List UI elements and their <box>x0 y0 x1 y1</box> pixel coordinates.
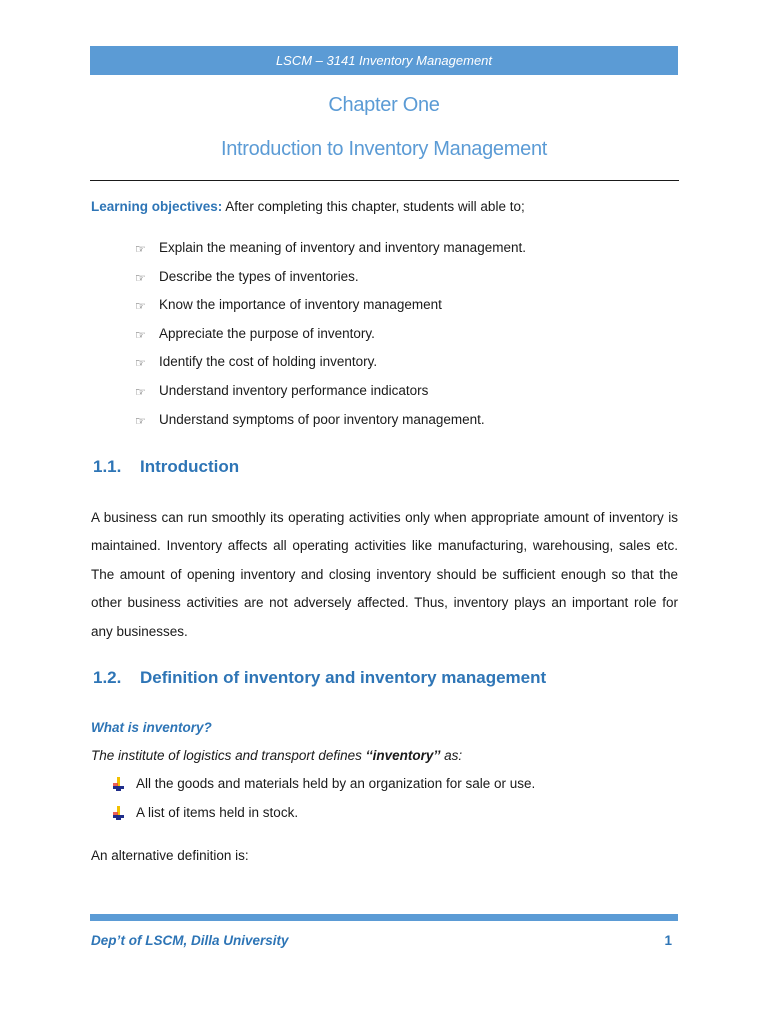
list-item-text: Know the importance of inventory management <box>159 297 442 313</box>
pointing-hand-icon: ☞ <box>135 270 146 285</box>
section-number: 1.1. <box>93 457 122 476</box>
footer-department: Dep’t of LSCM, Dilla University <box>91 933 289 948</box>
list-item <box>135 383 526 412</box>
pointing-hand-icon: ☞ <box>135 413 146 428</box>
list-item-text: Appreciate the purpose of inventory. <box>159 325 375 341</box>
definition-list <box>112 776 535 833</box>
definition-lead-suffix: as: <box>440 748 463 763</box>
list-item-text: Understand inventory performance indicators <box>159 382 429 398</box>
list-item-text: Identify the cost of holding inventory. <box>159 354 378 370</box>
list-item <box>135 412 526 441</box>
list-item <box>135 240 526 269</box>
list-item <box>112 805 535 834</box>
list-item-text: Understand symptoms of poor inventory management. <box>159 411 485 427</box>
definition-lead-text: The institute of logistics and transport defines <box>91 748 366 763</box>
section-title: Definition of inventory and inventory management <box>140 668 547 687</box>
section-heading-introduction <box>93 457 239 477</box>
title-divider <box>90 180 679 181</box>
definition-lead <box>91 748 462 763</box>
definition-term: ‘‘inventory’’ <box>365 748 441 763</box>
alternative-definition-lead: An alternative definition is: <box>91 848 249 863</box>
learning-objectives-label: Learning objectives: <box>91 199 223 214</box>
chapter-title: Introduction to Inventory Management <box>220 138 548 160</box>
down-arrow-icon <box>112 805 136 821</box>
list-item-text: A list of items held in stock. <box>136 804 299 820</box>
learning-objectives-list <box>135 240 526 440</box>
footer-divider-bar <box>90 914 678 921</box>
list-item <box>135 297 526 326</box>
learning-objectives-text: After completing this chapter, students will able to; <box>222 199 525 214</box>
pointing-hand-icon: ☞ <box>135 242 146 256</box>
chapter-number: Chapter One <box>328 94 440 116</box>
learning-objectives-intro <box>91 199 525 214</box>
list-item-text: All the goods and materials held by an organization for sale or use. <box>136 776 536 791</box>
pointing-hand-icon: ☞ <box>135 384 146 399</box>
list-item <box>112 776 535 805</box>
down-arrow-icon <box>112 776 136 792</box>
section-number: 1.2. <box>93 668 122 687</box>
running-header <box>90 46 678 75</box>
running-header-title: LSCM – 3141 Inventory Management <box>275 53 493 68</box>
pointing-hand-icon: ☞ <box>135 327 146 342</box>
list-item <box>135 326 526 355</box>
list-item <box>135 269 526 298</box>
pointing-hand-icon: ☞ <box>135 356 146 371</box>
list-item-text: Explain the meaning of inventory and inventory management. <box>159 240 526 255</box>
subheading-what-is-inventory: What is inventory? <box>91 720 212 735</box>
list-item-text: Describe the types of inventories. <box>159 268 359 284</box>
list-item <box>135 354 526 383</box>
introduction-paragraph: A business can run smoothly its operating activities only when appropriate amount of inventory is maintained. Inventory affects all operating activities like manufacturing, warehousing, sales etc. The amount of opening inventory and closing inventory should be sufficient enough so that the other business activities are not adversely affected. Thus, inventory plays an important role for any businesses. <box>91 510 678 639</box>
pointing-hand-icon: ☞ <box>135 299 146 314</box>
section-title: Introduction <box>140 457 240 476</box>
page-number: 1 <box>664 933 672 948</box>
section-heading-definition <box>93 668 546 688</box>
